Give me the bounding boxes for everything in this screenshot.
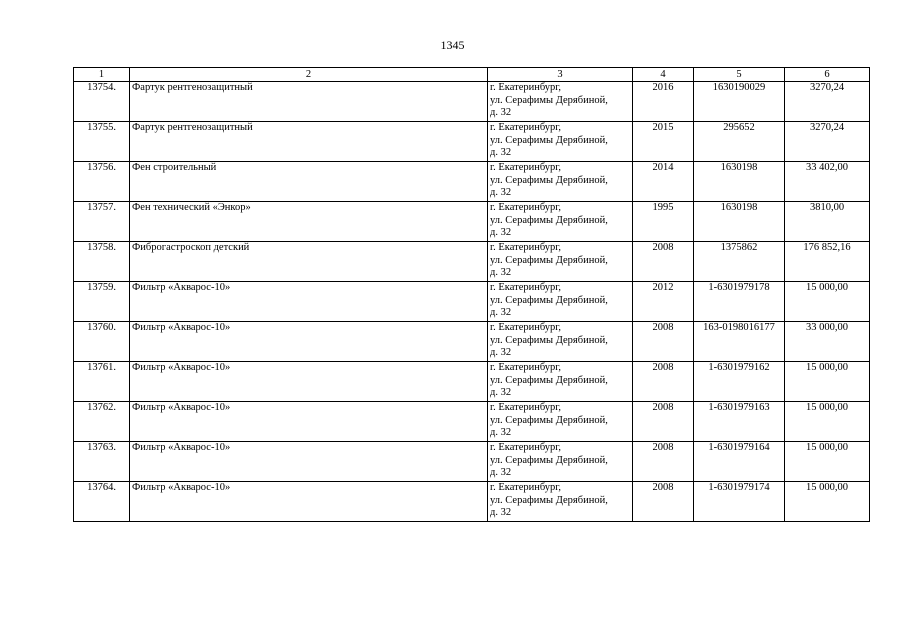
address-line: д. 32 <box>490 307 512 318</box>
address-line: ул. Серафимы Дерябиной, <box>490 254 608 266</box>
item-number: 13761. <box>74 362 130 402</box>
address-line: д. 32 <box>490 507 512 518</box>
item-address <box>488 202 633 242</box>
item-address <box>488 122 633 162</box>
table-row <box>74 122 870 162</box>
table-row <box>74 202 870 242</box>
item-year: 2008 <box>633 242 694 282</box>
column-number-row <box>74 68 870 82</box>
table-row <box>74 482 870 522</box>
item-year: 2008 <box>633 362 694 402</box>
item-number: 13764. <box>74 482 130 522</box>
item-cost: 15 000,00 <box>785 362 870 402</box>
address-line: г. Екатеринбург, <box>490 242 562 253</box>
item-cost: 176 852,16 <box>785 242 870 282</box>
item-number: 13759. <box>74 282 130 322</box>
item-cost: 33 000,00 <box>785 322 870 362</box>
item-name: Фильтр «Акварос-10» <box>130 282 488 322</box>
address-line: ул. Серафимы Дерябиной, <box>490 134 608 146</box>
column-header-5: 5 <box>694 68 785 82</box>
item-cost: 15 000,00 <box>785 402 870 442</box>
item-number: 13763. <box>74 442 130 482</box>
address-line: д. 32 <box>490 427 512 438</box>
item-cost: 15 000,00 <box>785 482 870 522</box>
page-number: 1345 <box>440 38 465 52</box>
table-row <box>74 162 870 202</box>
column-header-1: 1 <box>74 68 130 82</box>
item-year: 2008 <box>633 482 694 522</box>
item-number: 13757. <box>74 202 130 242</box>
item-cost: 15 000,00 <box>785 282 870 322</box>
address-line: г. Екатеринбург, <box>490 322 562 333</box>
column-header-2: 2 <box>130 68 488 82</box>
address-line: ул. Серафимы Дерябиной, <box>490 214 608 226</box>
address-line: д. 32 <box>490 267 512 278</box>
item-name: Фильтр «Акварос-10» <box>130 442 488 482</box>
item-inventory-number: 1630190029 <box>694 82 785 122</box>
address-line: г. Екатеринбург, <box>490 202 562 213</box>
registry-body <box>74 82 870 522</box>
item-year: 2014 <box>633 162 694 202</box>
item-inventory-number: 163-0198016177 <box>694 322 785 362</box>
item-name: Фильтр «Акварос-10» <box>130 402 488 442</box>
address-line: ул. Серафимы Дерябиной, <box>490 454 608 466</box>
address-line: г. Екатеринбург, <box>490 82 562 93</box>
item-name: Фильтр «Акварос-10» <box>130 362 488 402</box>
address-line: г. Екатеринбург, <box>490 122 562 133</box>
address-line: ул. Серафимы Дерябиной, <box>490 334 608 346</box>
item-name: Фильтр «Акварос-10» <box>130 482 488 522</box>
item-address <box>488 162 633 202</box>
table-row <box>74 442 870 482</box>
item-inventory-number: 1630198 <box>694 162 785 202</box>
item-address <box>488 402 633 442</box>
address-line: д. 32 <box>490 387 512 398</box>
table-row <box>74 242 870 282</box>
item-year: 2008 <box>633 322 694 362</box>
item-inventory-number: 1-6301979164 <box>694 442 785 482</box>
item-inventory-number: 1-6301979162 <box>694 362 785 402</box>
item-number: 13760. <box>74 322 130 362</box>
item-number: 13756. <box>74 162 130 202</box>
address-line: ул. Серафимы Дерябиной, <box>490 374 608 386</box>
column-header-4: 4 <box>633 68 694 82</box>
item-inventory-number: 1375862 <box>694 242 785 282</box>
item-inventory-number: 1630198 <box>694 202 785 242</box>
item-inventory-number: 1-6301979178 <box>694 282 785 322</box>
item-name: Фиброгастроскоп детский <box>130 242 488 282</box>
address-line: д. 32 <box>490 147 512 158</box>
address-line: ул. Серафимы Дерябиной, <box>490 414 608 426</box>
item-address <box>488 362 633 402</box>
table-row <box>74 282 870 322</box>
address-line: ул. Серафимы Дерябиной, <box>490 174 608 186</box>
address-line: ул. Серафимы Дерябиной, <box>490 494 608 506</box>
item-number: 13758. <box>74 242 130 282</box>
item-cost: 3270,24 <box>785 82 870 122</box>
address-line: д. 32 <box>490 227 512 238</box>
address-line: г. Екатеринбург, <box>490 402 562 413</box>
column-header-3: 3 <box>488 68 633 82</box>
item-year: 2016 <box>633 82 694 122</box>
item-year: 1995 <box>633 202 694 242</box>
item-name: Фильтр «Акварос-10» <box>130 322 488 362</box>
item-number: 13754. <box>74 82 130 122</box>
address-line: д. 32 <box>490 187 512 198</box>
address-line: ул. Серафимы Дерябиной, <box>490 94 608 106</box>
item-number: 13762. <box>74 402 130 442</box>
item-cost: 3810,00 <box>785 202 870 242</box>
address-line: г. Екатеринбург, <box>490 162 562 173</box>
column-header-6: 6 <box>785 68 870 82</box>
table-row <box>74 322 870 362</box>
item-name: Фен строительный <box>130 162 488 202</box>
item-cost: 3270,24 <box>785 122 870 162</box>
item-address <box>488 282 633 322</box>
item-address <box>488 322 633 362</box>
address-line: д. 32 <box>490 467 512 478</box>
item-address <box>488 82 633 122</box>
item-address <box>488 442 633 482</box>
address-line: г. Екатеринбург, <box>490 442 562 453</box>
address-line: г. Екатеринбург, <box>490 482 562 493</box>
address-line: д. 32 <box>490 347 512 358</box>
item-year: 2008 <box>633 402 694 442</box>
address-line: ул. Серафимы Дерябиной, <box>490 294 608 306</box>
item-name: Фартук рентгенозащитный <box>130 82 488 122</box>
item-inventory-number: 1-6301979174 <box>694 482 785 522</box>
item-address <box>488 482 633 522</box>
item-number: 13755. <box>74 122 130 162</box>
item-address <box>488 242 633 282</box>
item-cost: 33 402,00 <box>785 162 870 202</box>
item-year: 2012 <box>633 282 694 322</box>
item-year: 2008 <box>633 442 694 482</box>
item-cost: 15 000,00 <box>785 442 870 482</box>
address-line: г. Екатеринбург, <box>490 362 562 373</box>
item-inventory-number: 295652 <box>694 122 785 162</box>
address-line: д. 32 <box>490 107 512 118</box>
table-row <box>74 362 870 402</box>
item-year: 2015 <box>633 122 694 162</box>
item-name: Фартук рентгенозащитный <box>130 122 488 162</box>
property-registry-table <box>73 67 870 522</box>
item-inventory-number: 1-6301979163 <box>694 402 785 442</box>
table-row <box>74 402 870 442</box>
table-row <box>74 82 870 122</box>
address-line: г. Екатеринбург, <box>490 282 562 293</box>
item-name: Фен технический «Энкор» <box>130 202 488 242</box>
